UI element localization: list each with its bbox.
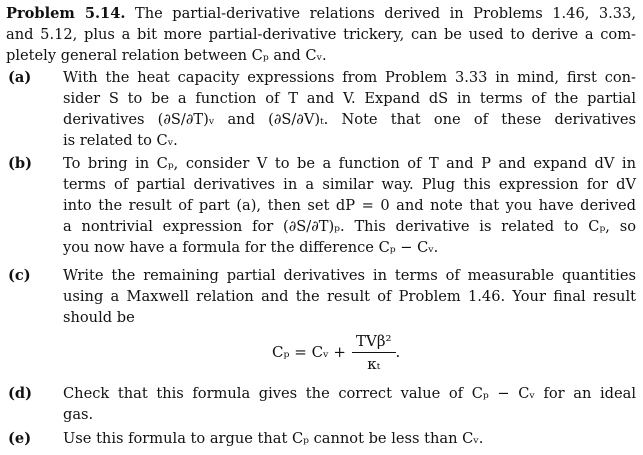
formula-denominator: κₜ [367, 354, 381, 373]
part-tag: (e) [8, 430, 32, 447]
part-body [63, 428, 636, 449]
part-tag: (c) [8, 267, 31, 284]
part-line: is related to Cᵥ. [63, 132, 178, 149]
part-line: a nontrivial expression for (∂S/∂T)ₚ. This derivative is related to Cₚ, so [63, 218, 636, 235]
problem-intro [6, 3, 636, 66]
part-line: With the heat capacity expressions from Problem 3.33 in mind, first con- [63, 69, 636, 86]
part-body [63, 67, 636, 151]
part-line: terms of partial derivatives in a similar way. Plug this expression for dV [63, 176, 636, 193]
problem-title: Problem 5.14. [6, 5, 126, 22]
part-line: using a Maxwell relation and the result of Problem 1.46. Your final result [63, 288, 636, 305]
cp-cv-formula [272, 331, 400, 373]
part-line: derivatives (∂S/∂T)ᵥ and (∂S/∂V)ₜ. Note that one of these derivatives [63, 111, 636, 128]
intro-line: pletely general relation between Cₚ and Cᵥ. [6, 47, 327, 64]
part-body [63, 153, 636, 258]
formula-numerator: TVβ² [352, 332, 396, 353]
part-line: Check that this formula gives the correct value of Cₚ − Cᵥ for an ideal [63, 385, 636, 402]
formula-fraction [352, 332, 396, 373]
part-body [63, 265, 636, 328]
part-line: gas. [63, 406, 94, 423]
part-tag: (a) [8, 69, 32, 86]
part-tag: (d) [8, 385, 33, 402]
formula-end: . [395, 343, 401, 361]
part-line: To bring in Cₚ, consider V to be a function of T and P and expand dV in [63, 155, 636, 172]
part-line: into the result of part (a), then set dP = 0 and note that you have derived [63, 197, 636, 214]
part-line: sider S to be a function of T and V. Expand dS in terms of the partial [63, 90, 636, 107]
formula-lhs: Cₚ = Cᵥ + [272, 343, 346, 361]
intro-line-text: The partial-derivative relations derived in Problems 1.46, 3.33, [134, 5, 637, 22]
intro-line: and 5.12, plus a bit more partial-derivative trickery, can be used to derive a com- [6, 26, 636, 43]
part-tag: (b) [8, 155, 33, 172]
part-line: you now have a formula for the difference Cₚ − Cᵥ. [63, 239, 439, 256]
part-body [63, 383, 636, 425]
part-line: Use this formula to argue that Cₚ cannot be less than Cᵥ. [63, 430, 484, 447]
part-line: Write the remaining partial derivatives in terms of measurable quantities [63, 267, 636, 284]
intro-line [6, 3, 636, 24]
part-line: should be [63, 309, 135, 326]
